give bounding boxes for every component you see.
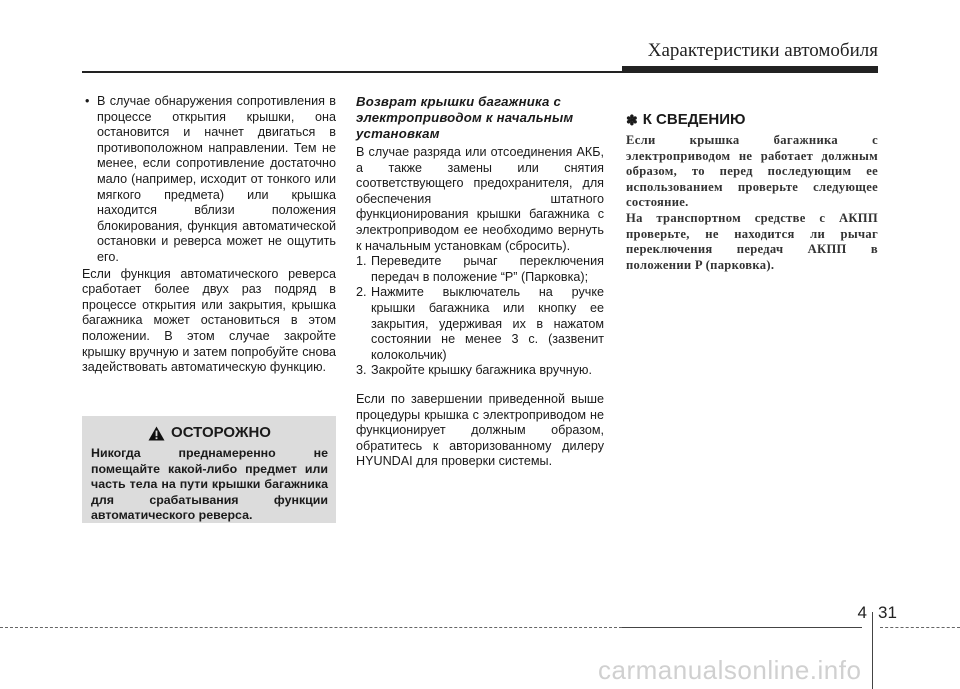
reset-closing: Если по завершении приведенной выше процедуры крышка с электроприводом не функционирует должным образом, обратитесь к авторизованному дилеру HYUNDAI для проверки системы. — [356, 391, 604, 469]
bullet-item — [82, 94, 336, 266]
list-number: 1. — [356, 254, 367, 269]
list-item-text: Нажмите выключатель на ручке крышки багажника или кнопку ее закрытия, удерживая их в нажатом состоянии не менее 3 с. (зазвенит колокольчик) — [371, 285, 604, 362]
column-middle — [356, 94, 604, 470]
watermark: carmanualsonline.info — [598, 655, 862, 685]
column-left — [82, 94, 336, 376]
header-rule-accent — [622, 66, 878, 73]
asterisk-icon: ✽ — [626, 112, 638, 128]
page-number-divider — [872, 612, 873, 689]
notice-title-text: К СВЕДЕНИЮ — [642, 111, 746, 128]
bullet-mark: • — [85, 94, 90, 108]
header-rule — [82, 71, 622, 73]
column-right — [626, 94, 878, 273]
footer-rule — [0, 627, 622, 628]
warning-triangle-icon — [148, 426, 165, 441]
section-heading: Возврат крышки багажника с электроприводом к начальным установкам — [356, 94, 574, 141]
warning-text: Никогда преднамеренно не помещайте какой-либо предмет или часть тела на пути крышки багажника для срабатывания функции автоматического реверса. — [91, 446, 328, 523]
warning-title-text: ОСТОРОЖНО — [171, 424, 271, 441]
list-item — [356, 254, 604, 285]
reset-intro: В случае разряда или отсоединения АКБ, а также замены или снятия соответствующего предохранителя, для обеспечения штатного функционирования крышки багажника с электроприводом ее необходимо вернуть к начальным установкам (сбросить). — [356, 145, 604, 253]
notice-text: На транспортном средстве с АКПП проверьте, не находится ли рычаг переключения передач АКПП в положении P (парковка). — [626, 210, 878, 272]
auto-reverse-paragraph: Если функция автоматического реверса сработает более двух раз подряд в процессе открытия или закрытия, крышка багажника может остановиться в этом положении. В этом случае закройте крышку вручную и затем попробуйте снова задействовать автоматическую функцию. — [82, 266, 336, 375]
chapter-number: 4 — [857, 603, 867, 622]
bullet-text: В случае обнаружения сопротивления в процессе открытия крышки, она остановится и начнет двигаться в противоположном направлении. Тем не менее, если сопротивление достаточно мало (например, исходит от тонкого или мягкого предмета) или крышка находится вблизи положения блокирования, функция автоматической остановки и реверса может не ощутить его. — [97, 94, 336, 264]
list-number: 3. — [356, 363, 367, 378]
list-item-text: Переведите рычаг переключения передач в положение “P” (Парковка); — [371, 254, 604, 284]
footer-rule — [880, 627, 960, 628]
footer-rule — [622, 627, 862, 628]
page-number: 31 — [878, 603, 897, 622]
list-item — [356, 285, 604, 363]
warning-box — [82, 416, 336, 523]
list-item-text: Закройте крышку багажника вручную. — [371, 363, 592, 378]
spacer — [356, 379, 604, 392]
notice-text: Если крышка багажника с электроприводом не работает должным образом, то перед последующим ее использованием проверьте следующее состояние. — [626, 133, 878, 210]
notice-title — [626, 111, 878, 129]
page-header-title: Характеристики автомобиля — [647, 40, 878, 61]
list-item — [356, 363, 604, 379]
list-number: 2. — [356, 285, 367, 300]
warning-title — [91, 424, 328, 442]
